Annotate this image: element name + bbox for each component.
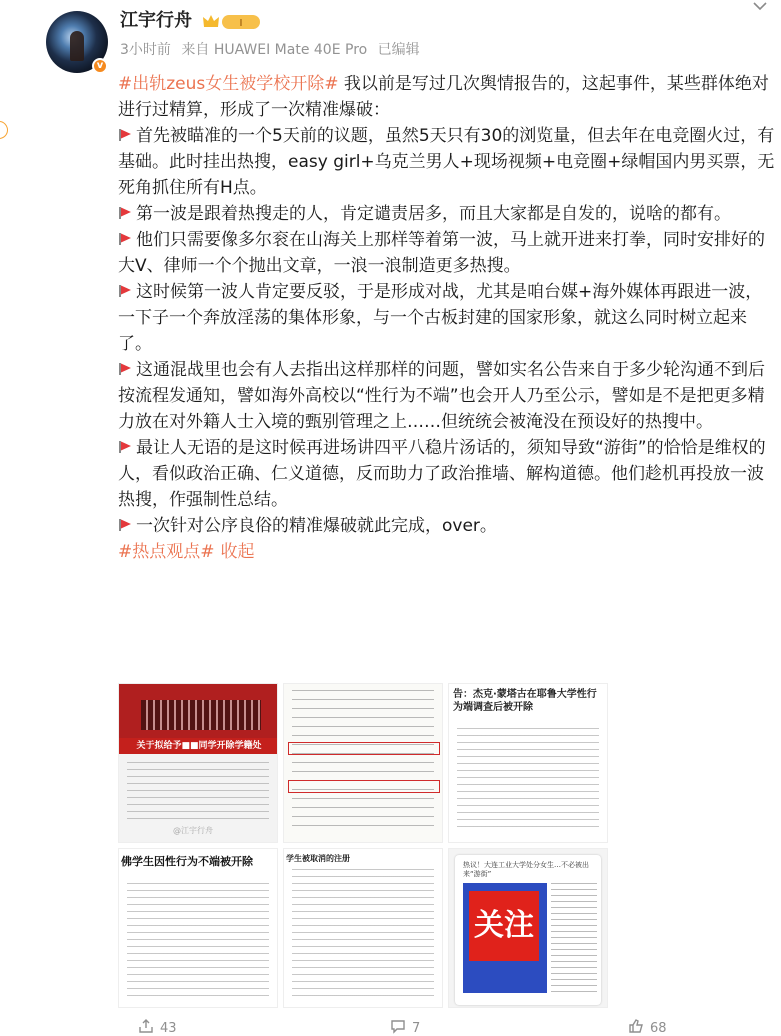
point-4 [118, 279, 778, 357]
comment-count: 7 [412, 1021, 421, 1036]
post-meta [120, 41, 426, 59]
image-title: 告：杰克·蒙塔古在耶鲁大学性行为端调查后被开除 [453, 689, 597, 713]
doc-lines [127, 762, 269, 824]
point-text: 这通混战里也会有人去指出这样那样的问题，譬如实名公告来自于多少轮沟通不到后按流程发通知，譬如海外高校以“性行为不端”也会开人乃至公示，譬如是不是把更多精力放在对外籍人士入境的甄别管理之上……但统统会被淹没在预设好的热搜中。 [118, 360, 765, 432]
image-thumb-3[interactable] [448, 683, 608, 843]
chevron-down-icon[interactable] [752, 0, 768, 14]
user-name[interactable]: 江宇行舟 [120, 10, 192, 31]
doc-lines [292, 690, 434, 828]
point-text: 他们只需要像多尔衮在山海关上那样等着第一波，马上就开进来打拳，同时安排好的大V、律师一个个抛出文章，一浪一浪制造更多热搜。 [118, 230, 765, 276]
image-thumb-2[interactable] [283, 683, 443, 843]
post-device: 来自 HUAWEI Mate 40E Pro [181, 42, 368, 58]
doc-lines [292, 869, 434, 997]
image-title: 热议！大连工业大学处分女生…不必被出来“游街” [463, 861, 589, 878]
repost-count: 43 [160, 1021, 177, 1036]
image-watermark: @江宇行舟 [173, 826, 213, 835]
doc-lines [551, 883, 597, 995]
like-button[interactable] [628, 1018, 667, 1036]
comment-button[interactable] [390, 1018, 420, 1036]
point-text: 最让人无语的是这时候再进场讲四平八稳片汤话的，须知导致“游街”的恰恰是维权的人，看似政治正确、仁义道德，反而助力了政治推墙、解构道德。他们趁机再投放一波热搜，作强制性总结。 [118, 438, 766, 510]
red-flag-icon [118, 440, 132, 454]
point-2 [118, 201, 778, 227]
point-1 [118, 123, 778, 201]
intro-text: 我以前是写过几次舆情报告的，这起事件，某些群体绝对进行过精算，形成了一次精准爆破： [118, 74, 769, 120]
highlight-box [288, 780, 440, 793]
red-flag-icon [118, 362, 132, 376]
hot-topic-tag[interactable]: #热点观点# [118, 542, 215, 562]
image-thumb-1[interactable] [118, 683, 278, 843]
red-flag-icon [118, 128, 132, 142]
red-flag-icon [118, 284, 132, 298]
point-text: 一次针对公序良俗的精准爆破就此完成，over。 [136, 516, 497, 536]
image-label: 关注 [469, 891, 539, 961]
doc-lines [457, 728, 599, 828]
red-flag-icon [118, 232, 132, 246]
image-title: 佛学生因性行为不端被开除 [121, 855, 253, 868]
point-5 [118, 357, 778, 435]
red-flag-icon [118, 206, 132, 220]
image-grid [118, 683, 608, 1009]
avatar[interactable] [46, 11, 108, 73]
vip-level-icon[interactable] [200, 12, 262, 31]
image-thumb-6[interactable] [448, 848, 608, 1008]
doc-lines [127, 883, 269, 999]
vip-level-text: I [239, 18, 243, 29]
collapse-link[interactable]: 收起 [220, 542, 255, 562]
side-float-indicator [0, 121, 8, 139]
repost-button[interactable] [138, 1018, 177, 1036]
verified-badge-icon: v [92, 58, 108, 74]
image-thumb-5[interactable] [283, 848, 443, 1008]
topic-link[interactable]: #出轨zeus女生被学校开除# [118, 74, 339, 94]
edited-label[interactable]: 已编辑 [377, 42, 420, 58]
point-7 [118, 513, 778, 539]
image-banner [119, 684, 278, 746]
image-title: 学生被取消的注册 [286, 854, 350, 863]
point-text: 首先被瞄准的一个5天前的议题，虽然5天只有30的浏览量，但去年在电竞圈火过，有基础。此时挂出热搜，easy girl+乌克兰男人+现场视频+电竞圈+绿帽国内男买票，无死角抓住所有H点。 [118, 126, 775, 198]
post-time[interactable]: 3小时前 [120, 42, 171, 58]
point-6 [118, 435, 778, 513]
post-tags [118, 539, 778, 565]
highlight-box [288, 742, 440, 755]
like-count: 68 [650, 1021, 667, 1036]
image-thumb-4[interactable] [118, 848, 278, 1008]
point-3 [118, 227, 778, 279]
post-intro [118, 71, 778, 123]
action-bar [0, 1018, 781, 1036]
image-card [455, 855, 601, 1005]
red-flag-icon [118, 518, 132, 532]
point-text: 第一波是跟着热搜走的人，肯定谴责居多，而且大家都是自发的，说啥的都有。 [136, 204, 731, 224]
post-body [118, 71, 778, 565]
avatar-figure [70, 31, 84, 61]
image-banner-text: 关于拟给予■■同学开除学籍处 [119, 738, 278, 754]
point-text: 这时候第一波人肯定要反驳，于是形成对战，尤其是咱台媒+海外媒体再跟进一波，一下子一个奔放淫荡的集体形象，与一个古板封建的国家形象，就这么同时树立起来了。 [118, 282, 763, 354]
